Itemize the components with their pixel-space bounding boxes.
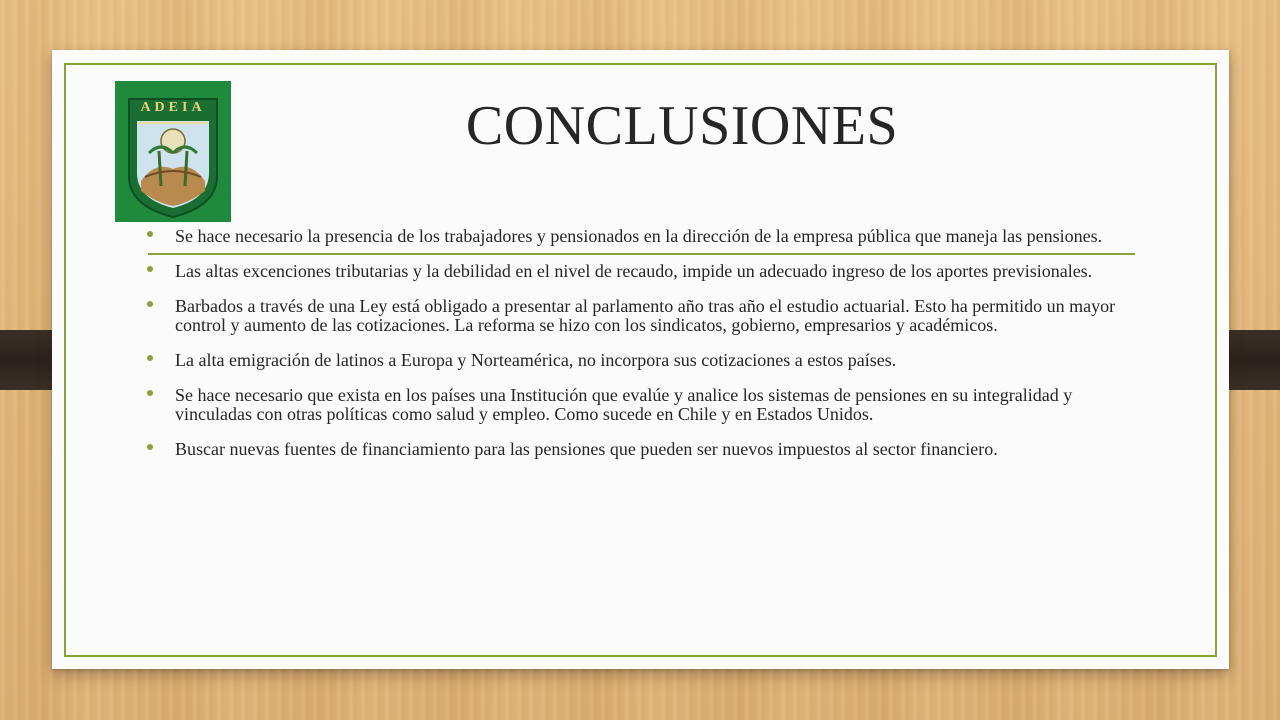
bullet-icon bbox=[147, 355, 153, 361]
bullet-item bbox=[147, 297, 1147, 335]
bullet-text: Se hace necesario que exista en los países una Institución que evalúe y analice los sistemas de pensiones en su integralidad y vinculadas con otras políticas como salud y empleo. Como sucede en Chile y en Estados Unidos. bbox=[175, 385, 1073, 424]
bullet-item bbox=[147, 440, 1147, 459]
bullet-text: La alta emigración de latinos a Europa y Norteamérica, no incorpora sus cotizaciones a estos países. bbox=[175, 350, 897, 370]
bullet-text: Buscar nuevas fuentes de financiamiento para las pensiones que pueden ser nuevos impuestos al sector financiero. bbox=[175, 439, 998, 459]
bullet-icon bbox=[147, 444, 153, 450]
bullet-list bbox=[147, 227, 1147, 475]
slide-paper bbox=[52, 50, 1229, 669]
bullet-icon bbox=[147, 266, 153, 272]
logo-lettering: ADEIA bbox=[140, 100, 206, 115]
adeia-logo bbox=[115, 81, 231, 222]
bullet-text: Barbados a través de una Ley está obligado a presentar al parlamento año tras año el estudio actuarial. Esto ha permitido un mayor control y aumento de las cotizaciones. La reforma se hizo con los sindicatos, gobierno, empresarios y académicos. bbox=[175, 296, 1116, 335]
bullet-item bbox=[147, 227, 1147, 246]
bullet-icon bbox=[147, 231, 153, 237]
bullet-text: Se hace necesario la presencia de los trabajadores y pensionados en la dirección de la empresa pública que maneja las pensiones. bbox=[175, 226, 1103, 246]
bullet-item bbox=[147, 262, 1147, 281]
bullet-icon bbox=[147, 301, 153, 307]
bullet-item bbox=[147, 351, 1147, 370]
bullet-text: Las altas excenciones tributarias y la debilidad en el nivel de recaudo, impide un adecuado ingreso de los aportes previsionales. bbox=[175, 261, 1093, 281]
bullet-item bbox=[147, 386, 1147, 424]
slide-title: CONCLUSIONES bbox=[465, 95, 899, 157]
bullet-icon bbox=[147, 390, 153, 396]
